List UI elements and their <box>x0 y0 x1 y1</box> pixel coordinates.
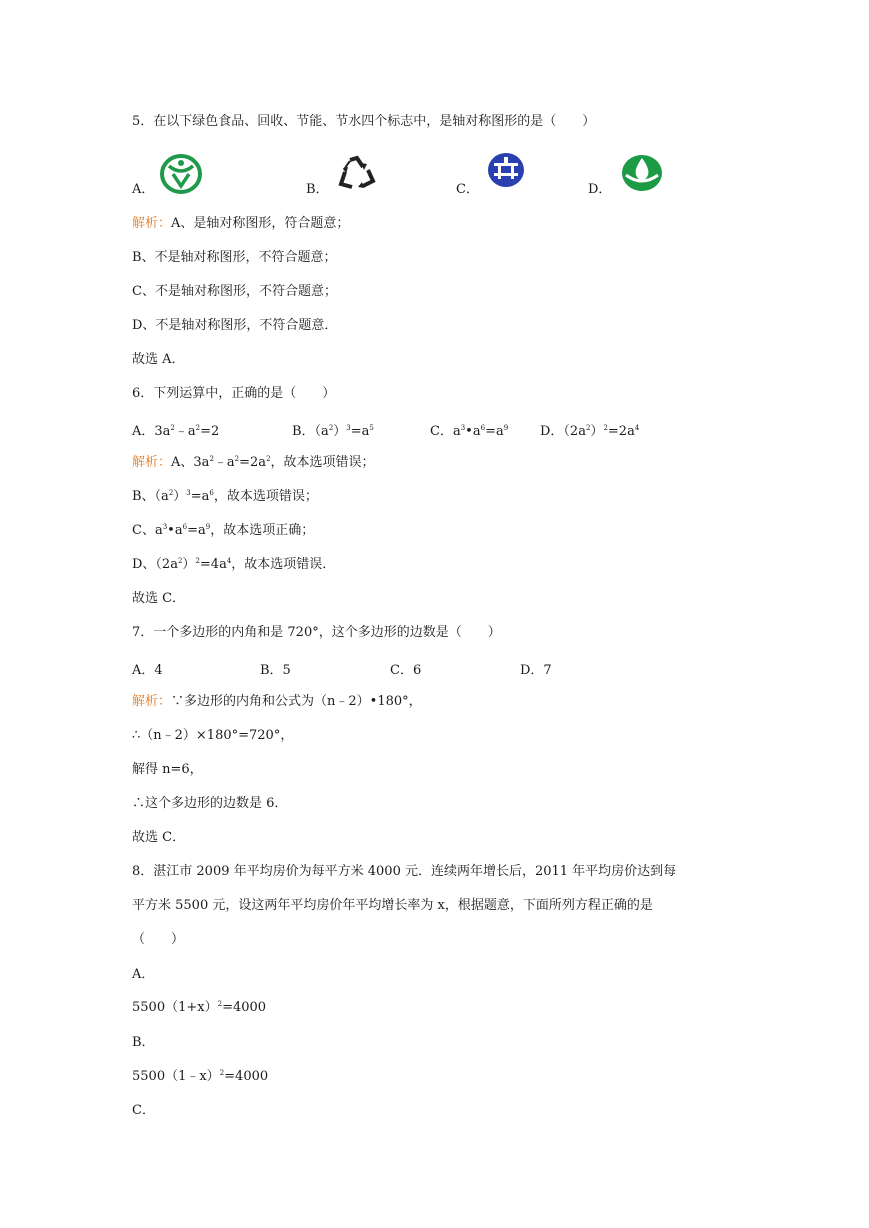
q6-analysis-line-3: C、$a^3•a^6=a^9$，故本选项正确； <box>132 523 315 538</box>
q8-stem-line-3: （ ） <box>132 932 185 947</box>
q8-stem-line-2: 平方米 5500 元，设这两年平均房价年平均增长率为 x，根据题意，下面所列方程正确的是 <box>132 898 653 913</box>
q6-option-b: B．$(a^2)^3=a^5$ <box>292 424 374 439</box>
q5-option-d-label: D． <box>588 182 612 197</box>
q6-answer: 故选 C． <box>132 591 186 606</box>
q6-analysis-line-4: D、$(2a^2)^2=4a^4$，故本选项错误． <box>132 557 336 572</box>
q7-analysis-line-1: 解析：∵多边形的内角和公式为（n﹣2）•180°， <box>132 694 422 709</box>
q7-stem: 7．一个多边形的内角和是 720°，这个多边形的边数是（ ） <box>132 625 501 640</box>
q7-analysis-line-2: ∴（n﹣2）×180°=720°， <box>132 728 294 743</box>
q8-stem-line-1: 8．湛江市 2009 年平均房价为每平方米 4000 元．连续两年增长后，2011 年平均房价达到每 <box>132 864 677 879</box>
q6-option-a: A．$3a^2﹣a^2=2$ <box>132 424 220 439</box>
q5-option-b-label: B． <box>306 182 329 197</box>
q6-analysis-line-1: 解析：A、$3a^2﹣a^2=2a^2$，故本选项错误； <box>132 455 375 470</box>
q6-analysis-line-2: B、$(a^2)^3=a^6$，故本选项错误； <box>132 489 318 504</box>
q6-option-d: D．$(2a^2)^2=2a^4$ <box>540 424 640 439</box>
analysis-label: 解析： <box>132 455 172 470</box>
q7-option-b: B．5 <box>260 663 291 678</box>
q6-stem: 6．下列运算中，正确的是（ ） <box>132 386 336 401</box>
water-saving-logo-icon <box>620 153 664 193</box>
energy-saving-logo-icon <box>486 151 526 189</box>
q8-option-c-label: C． <box>132 1103 155 1118</box>
q6-option-c: C．$a^3•a^6=a^9$ <box>430 424 509 439</box>
q5-analysis-line-4: D、不是轴对称图形，不符合题意． <box>132 318 338 333</box>
q5-answer: 故选 A． <box>132 352 185 367</box>
q7-answer: 故选 C． <box>132 830 186 845</box>
q7-option-c: C．6 <box>390 663 422 678</box>
q5-stem: 5．在以下绿色食品、回收、节能、节水四个标志中，是轴对称图形的是（ ） <box>132 114 596 129</box>
analysis-label: 解析： <box>132 694 172 709</box>
green-food-logo-icon <box>160 154 202 194</box>
q5-analysis-line-1: 解析：A、是轴对称图形，符合题意； <box>132 216 350 231</box>
q8-option-a-equation: $5500(1+x)^2=4000$ <box>132 1000 267 1015</box>
q8-option-b-label: B． <box>132 1035 155 1050</box>
q5-option-a-label: A． <box>132 182 155 197</box>
q7-option-d: D．7 <box>520 663 552 678</box>
q8-option-a-label: A． <box>132 967 155 982</box>
analysis-label: 解析： <box>132 216 172 231</box>
q7-analysis-line-4: ∴这个多边形的边数是 6． <box>132 796 288 811</box>
q5-analysis-line-2: B、不是轴对称图形，不符合题意； <box>132 250 337 265</box>
q7-option-a: A．4 <box>132 663 163 678</box>
q5-analysis-line-3: C、不是轴对称图形，不符合题意； <box>132 284 337 299</box>
recycle-logo-icon <box>336 154 378 192</box>
q7-analysis-line-3: 解得 n=6， <box>132 762 203 777</box>
q5-option-c-label: C． <box>456 182 479 197</box>
q8-option-b-equation: 5500（1﹣x）$^2$=4000 <box>132 1069 269 1084</box>
